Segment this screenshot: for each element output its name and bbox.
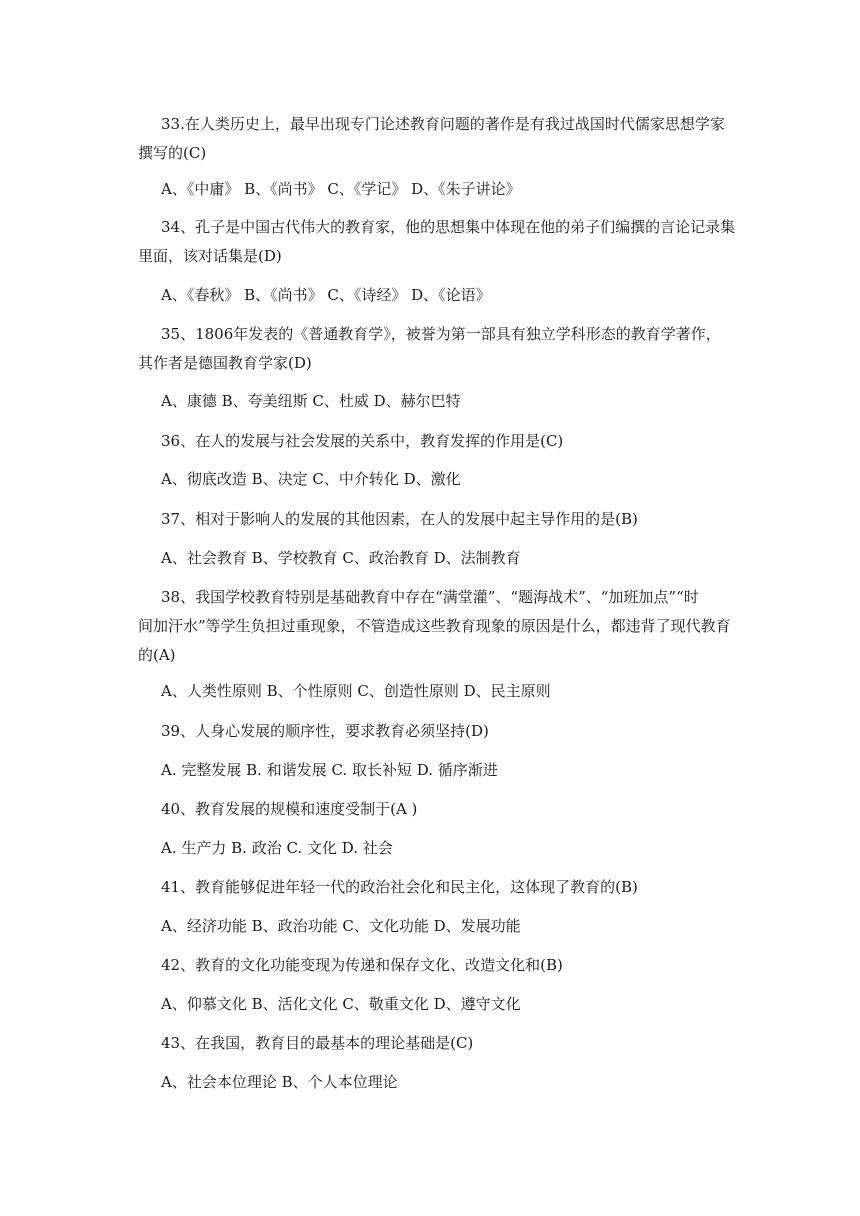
question-40-options: A. 生产力 B. 政治 C. 文化 D. 社会 bbox=[161, 839, 393, 857]
question-33-options: A、《中庸》 B、《尚书》 C、《学记》 D、《朱子讲论》 bbox=[161, 180, 521, 198]
question-33-line2: 撰写的(C) bbox=[138, 144, 207, 162]
question-35-stem bbox=[138, 320, 739, 378]
question-34-options: A、《春秋》 B、《尚书》 C、《诗经》 D、《论语》 bbox=[161, 286, 491, 304]
question-42-stem: 42、教育的文化功能变现为传递和保存文化、改造文化和(B) bbox=[161, 956, 563, 974]
question-41-stem: 41、教育能够促进年轻一代的政治社会化和民主化，这体现了教育的(B) bbox=[161, 878, 638, 896]
question-39-stem: 39、人身心发展的顺序性，要求教育必须坚持(D) bbox=[161, 722, 489, 740]
question-35-options: A、康德 B、夸美纽斯 C、杜威 D、赫尔巴特 bbox=[161, 392, 461, 410]
question-33-line1: 33.在人类历史上，最早出现专门论述教育问题的著作是有我过战国时代儒家思想学家 bbox=[161, 115, 725, 133]
question-34-stem bbox=[138, 213, 739, 271]
question-36-options: A、彻底改造 B、决定 C、中介转化 D、激化 bbox=[161, 470, 461, 488]
question-38-line2: 间加汗水”等学生负担过重现象，不管造成这些教育现象的原因是什么，都违背了现代教育 bbox=[138, 617, 731, 635]
question-37-options: A、社会教育 B、学校教育 C、政治教育 D、法制教育 bbox=[161, 549, 521, 567]
question-33-stem bbox=[138, 110, 739, 168]
question-37-stem: 37、相对于影响人的发展的其他因素，在人的发展中起主导作用的是(B) bbox=[161, 510, 638, 528]
question-36-stem: 36、在人的发展与社会发展的关系中，教育发挥的作用是(C) bbox=[161, 432, 564, 450]
question-38-options: A、人类性原则 B、个性原则 C、创造性原则 D、民主原则 bbox=[161, 682, 551, 700]
question-42-options: A、仰慕文化 B、活化文化 C、敬重文化 D、遵守文化 bbox=[161, 995, 521, 1013]
question-38-line1: 38、我国学校教育特别是基础教育中存在“满堂灌”、“题海战术”、“加班加点”“时 bbox=[161, 588, 699, 606]
question-34-line1: 34、孔子是中国古代伟大的教育家，他的思想集中体现在他的弟子们编撰的言论记录集 bbox=[161, 218, 736, 236]
question-35-line2: 其作者是德国教育学家(D) bbox=[138, 354, 312, 372]
question-39-options: A. 完整发展 B. 和谐发展 C. 取长补短 D. 循序渐进 bbox=[161, 761, 498, 779]
question-43-options: A、社会本位理论 B、个人本位理论 bbox=[161, 1073, 398, 1091]
question-40-stem: 40、教育发展的规模和速度受制于(A ) bbox=[161, 800, 418, 818]
question-43-stem: 43、在我国，教育目的最基本的理论基础是(C) bbox=[161, 1034, 474, 1052]
question-35-line1: 35、1806年发表的《普通教育学》，被誉为第一部具有独立学科形态的教育学著作， bbox=[161, 325, 721, 343]
question-38-line3: 的(A) bbox=[138, 646, 176, 664]
question-41-options: A、经济功能 B、政治功能 C、文化功能 D、发展功能 bbox=[161, 917, 521, 935]
question-34-line2: 里面，该对话集是(D) bbox=[138, 247, 282, 265]
question-38-stem bbox=[138, 583, 739, 670]
